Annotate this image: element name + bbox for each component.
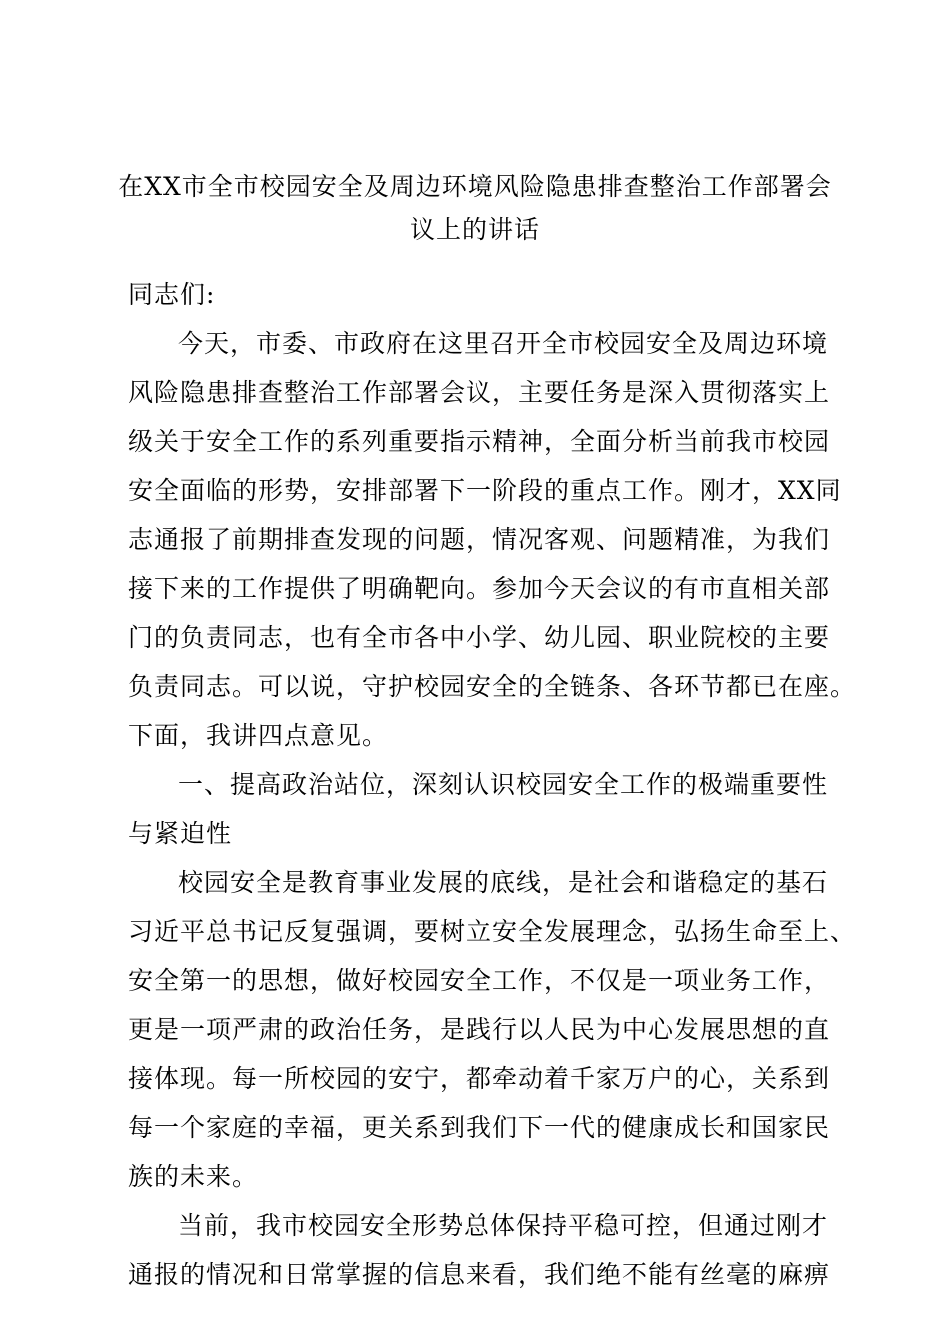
paragraph-1-line: 志通报了前期排查发现的问题，情况客观、问题精准，为我们 (128, 525, 831, 554)
paragraph-2-line: 习近平总书记反复强调，要树立安全发展理念，弘扬生命至上、 (128, 917, 857, 946)
document-title-line-1: 在XX市全市校园安全及周边环境风险隐患排查整治工作部署会 (118, 172, 832, 201)
paragraph-3-line: 当前，我市校园安全形势总体保持平稳可控，但通过刚才 (178, 1211, 829, 1240)
paragraph-2-line: 安全第一的思想，做好校园安全工作，不仅是一项业务工作， (128, 966, 831, 995)
paragraph-1-line: 今天，市委、市政府在这里召开全市校园安全及周边环境 (178, 329, 829, 358)
paragraph-1-line: 门的负责同志，也有全市各中小学、幼儿园、职业院校的主要 (128, 623, 831, 652)
salutation: 同志们: (128, 280, 216, 309)
paragraph-2-line: 接体现。每一所校园的安宁，都牵动着千家万户的心，关系到 (128, 1064, 831, 1093)
paragraph-2-line: 更是一项严肃的政治任务，是践行以人民为中心发展思想的直 (128, 1015, 831, 1044)
paragraph-1-line: 接下来的工作提供了明确靶向。参加今天会议的有市直相关部 (128, 574, 831, 603)
section-heading-line: 与紧迫性 (128, 819, 233, 848)
paragraph-2-line: 每一个家庭的幸福，更关系到我们下一代的健康成长和国家民 (128, 1113, 831, 1142)
paragraph-2-line: 校园安全是教育事业发展的底线，是社会和谐稳定的基石 (178, 868, 829, 897)
paragraph-1-line: 安全面临的形势，安排部署下一阶段的重点工作。刚才，XX同 (128, 476, 842, 505)
paragraph-1-line: 下面，我讲四点意见。 (128, 721, 389, 750)
paragraph-1-line: 级关于安全工作的系列重要指示精神，全面分析当前我市校园 (128, 427, 831, 456)
paragraph-2-line: 族的未来。 (128, 1162, 259, 1191)
paragraph-1-line: 风险隐患排查整治工作部署会议，主要任务是深入贯彻落实上 (128, 378, 831, 407)
document-body (128, 270, 857, 1299)
paragraph-1-line: 负责同志。可以说，守护校园安全的全链条、各环节都已在座。 (128, 672, 857, 701)
paragraph-3-line: 通报的情况和日常掌握的信息来看，我们绝不能有丝毫的麻痹 (128, 1260, 831, 1289)
document-title-line-2: 议上的讲话 (409, 215, 540, 244)
section-heading-line: 一、提高政治站位，深刻认识校园安全工作的极端重要性 (178, 770, 829, 799)
